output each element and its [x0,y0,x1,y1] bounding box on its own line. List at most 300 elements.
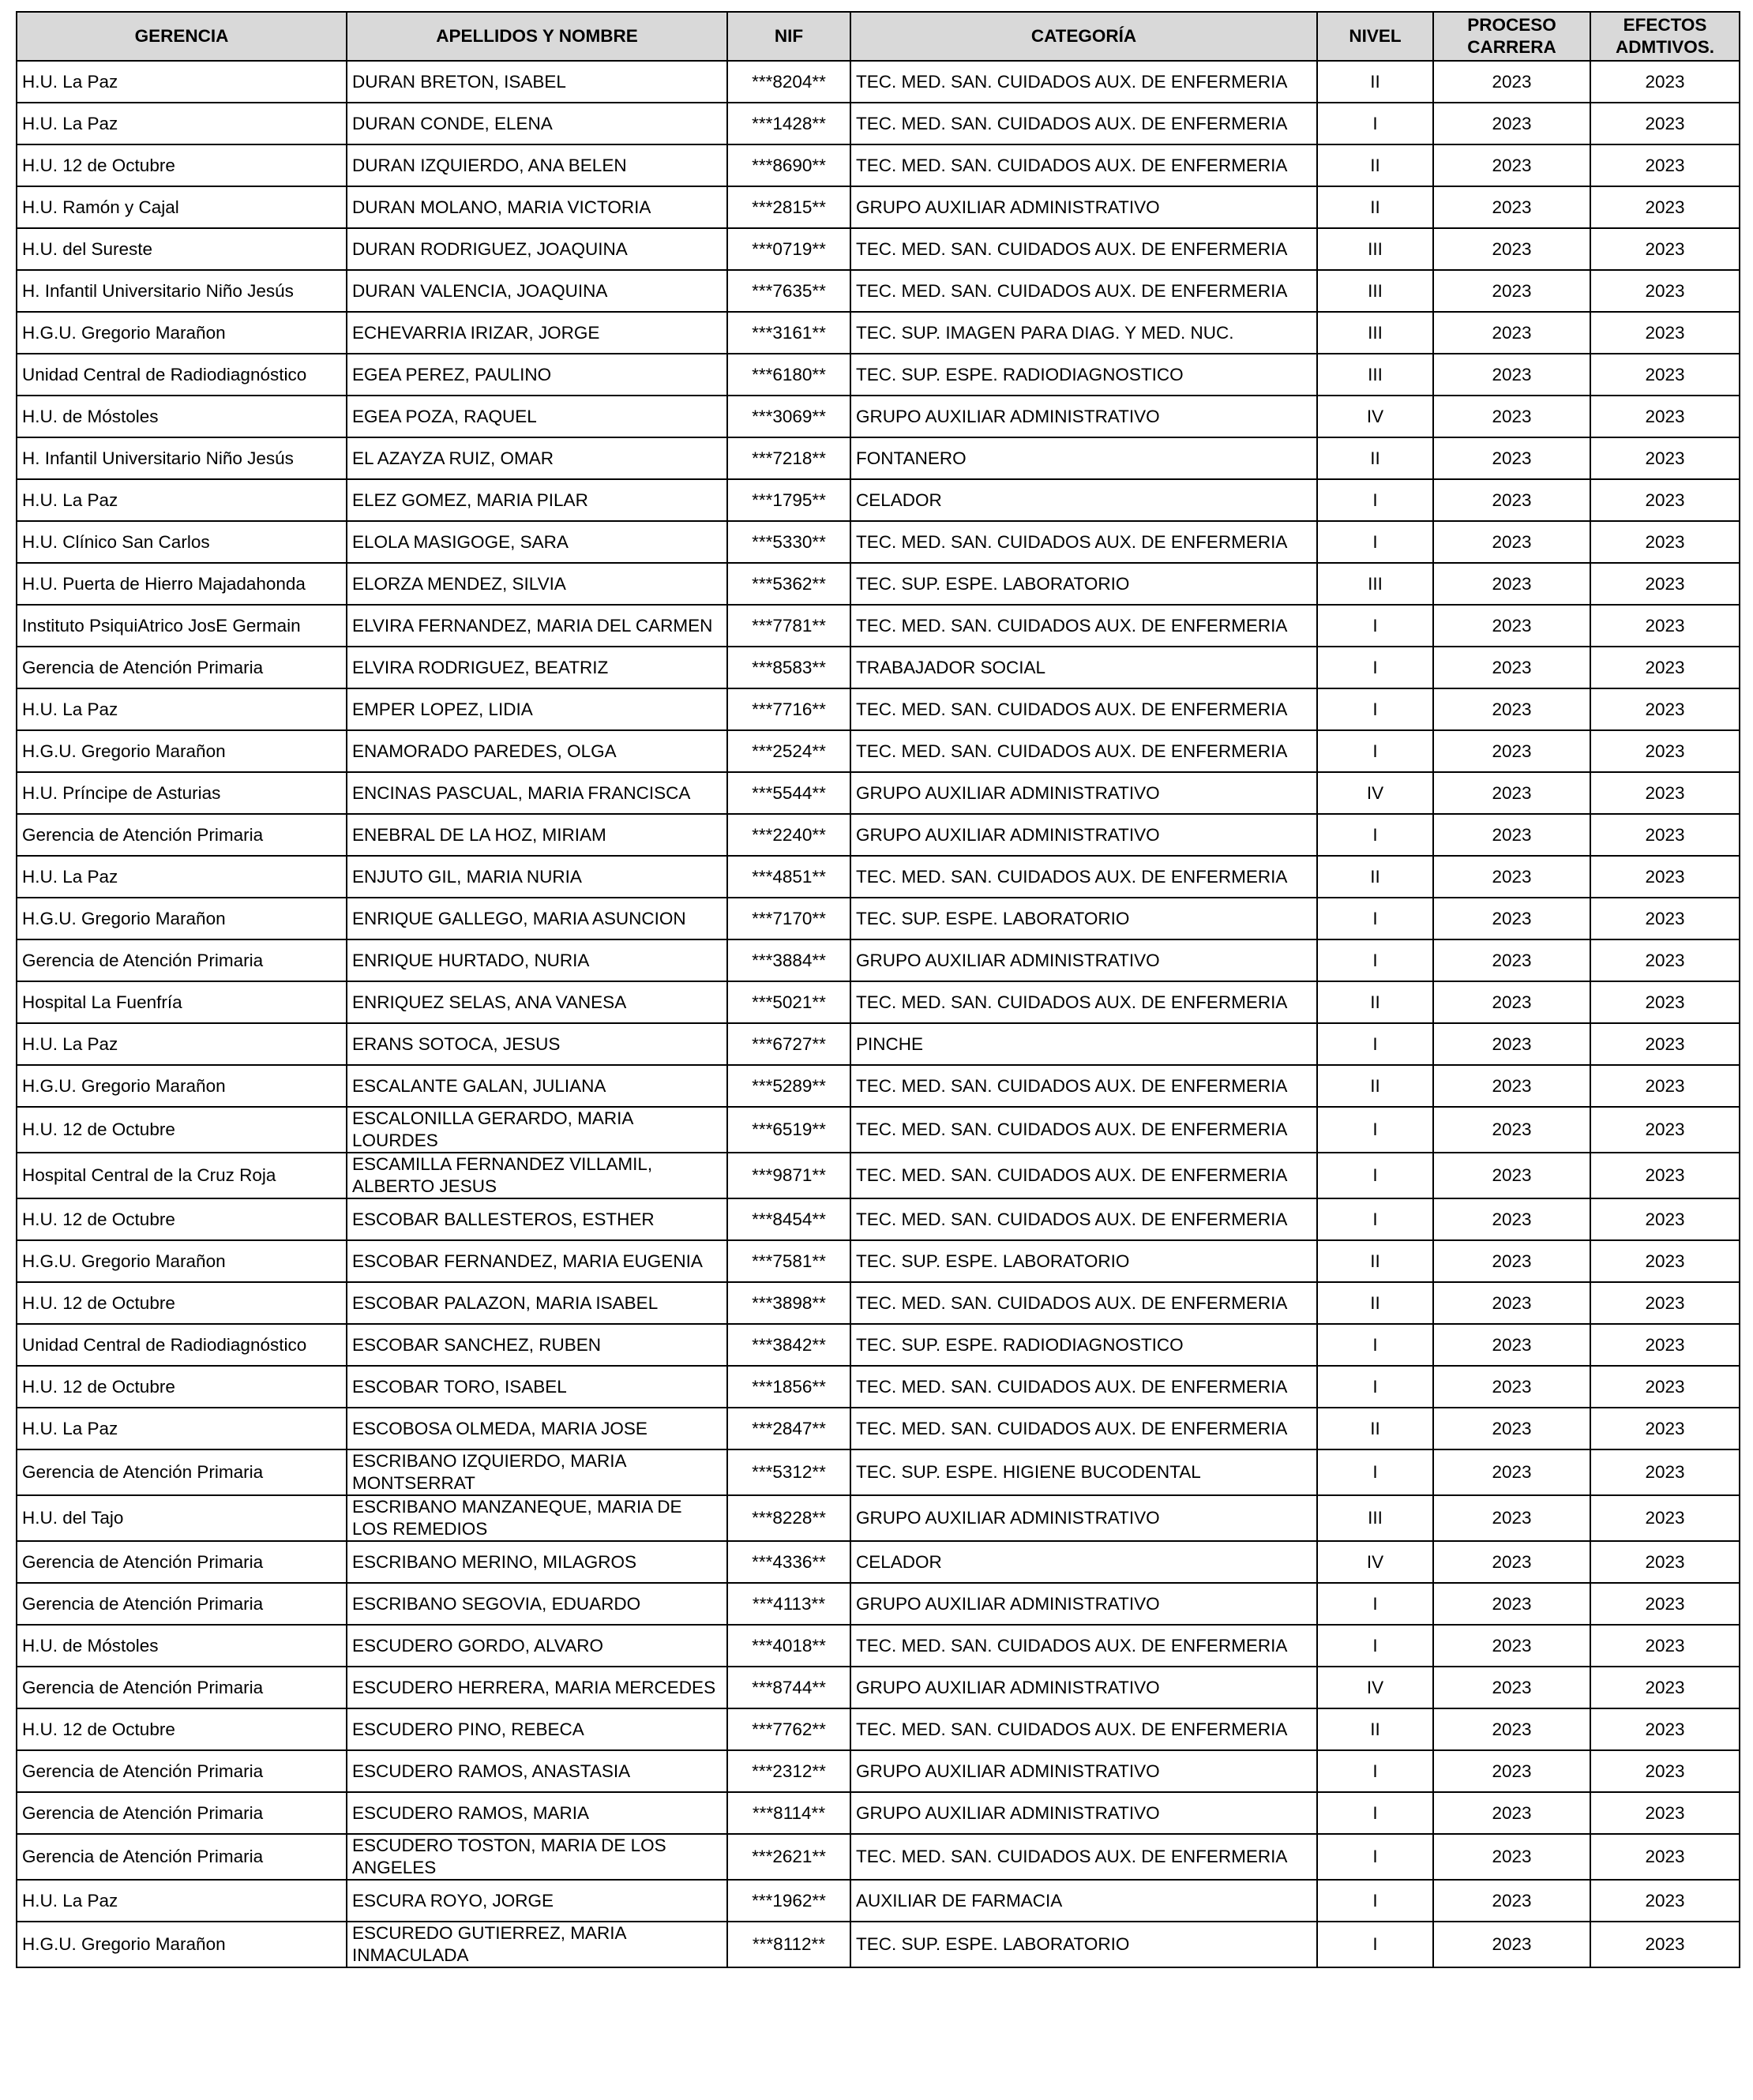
nombre-cell: EMPER LOPEZ, LIDIA [347,688,727,730]
proceso-carrera-cell: 2023 [1433,605,1590,647]
nombre-cell: ELORZA MENDEZ, SILVIA [347,563,727,605]
nivel-cell: II [1317,981,1433,1023]
nombre-cell: ESCUDERO GORDO, ALVARO [347,1625,727,1667]
gerencia-cell: Gerencia de Atención Primaria [17,1541,347,1583]
nif-cell: ***8454** [727,1198,850,1240]
nif-cell: ***7781** [727,605,850,647]
gerencia-cell: H.U. La Paz [17,61,347,103]
gerencia-cell: H.U. del Tajo [17,1495,347,1541]
efectos-admtivos-cell: 2023 [1590,1541,1740,1583]
nombre-cell: ESCOBAR TORO, ISABEL [347,1366,727,1408]
proceso-carrera-cell: 2023 [1433,1198,1590,1240]
nivel-cell: I [1317,1792,1433,1834]
nivel-cell: III [1317,312,1433,354]
categoria-cell: TEC. SUP. ESPE. LABORATORIO [850,1240,1317,1282]
header-proceso-carrera: PROCESO CARRERA [1433,12,1590,61]
nif-cell: ***3069** [727,396,850,437]
nombre-cell: EL AZAYZA RUIZ, OMAR [347,437,727,479]
efectos-admtivos-cell: 2023 [1590,1834,1740,1880]
nif-cell: ***1795** [727,479,850,521]
table-row [17,437,1740,479]
nif-cell: ***4851** [727,856,850,898]
header-nif: NIF [727,12,850,61]
nombre-cell: ENAMORADO PAREDES, OLGA [347,730,727,772]
table-row [17,1198,1740,1240]
efectos-admtivos-cell: 2023 [1590,228,1740,270]
nif-cell: ***2815** [727,186,850,228]
table-row [17,521,1740,563]
nombre-cell: ELVIRA RODRIGUEZ, BEATRIZ [347,647,727,688]
nivel-cell: II [1317,437,1433,479]
table-row [17,312,1740,354]
categoria-cell: GRUPO AUXILIAR ADMINISTRATIVO [850,186,1317,228]
nif-cell: ***7581** [727,1240,850,1282]
efectos-admtivos-cell: 2023 [1590,103,1740,144]
nivel-cell: I [1317,1324,1433,1366]
proceso-carrera-cell: 2023 [1433,1625,1590,1667]
nif-cell: ***8112** [727,1922,850,1967]
proceso-carrera-cell: 2023 [1433,1366,1590,1408]
categoria-cell: TEC. MED. SAN. CUIDADOS AUX. DE ENFERMERIA [850,688,1317,730]
efectos-admtivos-cell: 2023 [1590,1198,1740,1240]
proceso-carrera-cell: 2023 [1433,228,1590,270]
categoria-cell: CELADOR [850,479,1317,521]
efectos-admtivos-cell: 2023 [1590,1153,1740,1198]
efectos-admtivos-cell: 2023 [1590,898,1740,939]
proceso-carrera-cell: 2023 [1433,898,1590,939]
nivel-cell: II [1317,1240,1433,1282]
categoria-cell: TEC. MED. SAN. CUIDADOS AUX. DE ENFERMERIA [850,1708,1317,1750]
proceso-carrera-cell: 2023 [1433,730,1590,772]
gerencia-cell: H.U. Clínico San Carlos [17,521,347,563]
categoria-cell: TEC. MED. SAN. CUIDADOS AUX. DE ENFERMERIA [850,1834,1317,1880]
nivel-cell: I [1317,898,1433,939]
categoria-cell: TEC. SUP. ESPE. RADIODIAGNOSTICO [850,354,1317,396]
header-gerencia: GERENCIA [17,12,347,61]
nivel-cell: I [1317,939,1433,981]
table-row [17,1625,1740,1667]
efectos-admtivos-cell: 2023 [1590,354,1740,396]
nivel-cell: II [1317,856,1433,898]
proceso-carrera-cell: 2023 [1433,1023,1590,1065]
categoria-cell: TEC. MED. SAN. CUIDADOS AUX. DE ENFERMERIA [850,1065,1317,1107]
nif-cell: ***6727** [727,1023,850,1065]
efectos-admtivos-cell: 2023 [1590,688,1740,730]
nif-cell: ***2621** [727,1834,850,1880]
gerencia-cell: H.U. del Sureste [17,228,347,270]
nif-cell: ***3161** [727,312,850,354]
nombre-cell: ESCRIBANO SEGOVIA, EDUARDO [347,1583,727,1625]
efectos-admtivos-cell: 2023 [1590,144,1740,186]
efectos-admtivos-cell: 2023 [1590,1366,1740,1408]
gerencia-cell: H. Infantil Universitario Niño Jesús [17,270,347,312]
header-efectos-admtivos: EFECTOS ADMTIVOS. [1590,12,1740,61]
efectos-admtivos-cell: 2023 [1590,1667,1740,1708]
categoria-cell: TEC. MED. SAN. CUIDADOS AUX. DE ENFERMERIA [850,1625,1317,1667]
gerencia-cell: H.U. 12 de Octubre [17,1198,347,1240]
gerencia-cell: H.U. Ramón y Cajal [17,186,347,228]
nif-cell: ***7716** [727,688,850,730]
categoria-cell: GRUPO AUXILIAR ADMINISTRATIVO [850,1667,1317,1708]
nif-cell: ***9871** [727,1153,850,1198]
nombre-cell: ESCOBAR FERNANDEZ, MARIA EUGENIA [347,1240,727,1282]
categoria-cell: TEC. MED. SAN. CUIDADOS AUX. DE ENFERMERIA [850,856,1317,898]
nombre-cell: ESCUDERO TOSTON, MARIA DE LOS ANGELES [347,1834,727,1880]
categoria-cell: GRUPO AUXILIAR ADMINISTRATIVO [850,1495,1317,1541]
table-row [17,270,1740,312]
table-row [17,1583,1740,1625]
table-row [17,605,1740,647]
efectos-admtivos-cell: 2023 [1590,1107,1740,1153]
nivel-cell: I [1317,1880,1433,1922]
proceso-carrera-cell: 2023 [1433,1324,1590,1366]
proceso-carrera-cell: 2023 [1433,1240,1590,1282]
nombre-cell: DURAN VALENCIA, JOAQUINA [347,270,727,312]
nif-cell: ***5312** [727,1449,850,1495]
table-row [17,1240,1740,1282]
efectos-admtivos-cell: 2023 [1590,61,1740,103]
proceso-carrera-cell: 2023 [1433,939,1590,981]
table-row [17,1667,1740,1708]
categoria-cell: GRUPO AUXILIAR ADMINISTRATIVO [850,1792,1317,1834]
gerencia-cell: H.U. La Paz [17,1023,347,1065]
gerencia-cell: Unidad Central de Radiodiagnóstico [17,354,347,396]
table-row [17,814,1740,856]
nivel-cell: I [1317,1583,1433,1625]
gerencia-cell: Unidad Central de Radiodiagnóstico [17,1324,347,1366]
nivel-cell: I [1317,521,1433,563]
gerencia-cell: H.U. La Paz [17,856,347,898]
proceso-carrera-cell: 2023 [1433,856,1590,898]
table-row [17,1366,1740,1408]
gerencia-cell: H.U. 12 de Octubre [17,1366,347,1408]
categoria-cell: TRABAJADOR SOCIAL [850,647,1317,688]
table-row [17,1495,1740,1541]
categoria-cell: TEC. MED. SAN. CUIDADOS AUX. DE ENFERMERIA [850,1107,1317,1153]
header-row [17,12,1740,61]
nombre-cell: ESCALANTE GALAN, JULIANA [347,1065,727,1107]
efectos-admtivos-cell: 2023 [1590,814,1740,856]
table-row [17,688,1740,730]
table-row [17,1708,1740,1750]
nivel-cell: IV [1317,1667,1433,1708]
nombre-cell: ERANS SOTOCA, JESUS [347,1023,727,1065]
nombre-cell: ENEBRAL DE LA HOZ, MIRIAM [347,814,727,856]
proceso-carrera-cell: 2023 [1433,1408,1590,1449]
nif-cell: ***1856** [727,1366,850,1408]
efectos-admtivos-cell: 2023 [1590,1449,1740,1495]
gerencia-cell: H.U. La Paz [17,1880,347,1922]
proceso-carrera-cell: 2023 [1433,1922,1590,1967]
gerencia-cell: H.U. Puerta de Hierro Majadahonda [17,563,347,605]
nombre-cell: EGEA POZA, RAQUEL [347,396,727,437]
nivel-cell: I [1317,1625,1433,1667]
nombre-cell: ESCRIBANO MERINO, MILAGROS [347,1541,727,1583]
nivel-cell: I [1317,1750,1433,1792]
gerencia-cell: H.U. 12 de Octubre [17,144,347,186]
categoria-cell: GRUPO AUXILIAR ADMINISTRATIVO [850,814,1317,856]
nif-cell: ***7635** [727,270,850,312]
nif-cell: ***2312** [727,1750,850,1792]
nivel-cell: III [1317,1495,1433,1541]
nivel-cell: III [1317,270,1433,312]
efectos-admtivos-cell: 2023 [1590,270,1740,312]
efectos-admtivos-cell: 2023 [1590,1922,1740,1967]
categoria-cell: AUXILIAR DE FARMACIA [850,1880,1317,1922]
nombre-cell: DURAN MOLANO, MARIA VICTORIA [347,186,727,228]
nif-cell: ***7762** [727,1708,850,1750]
proceso-carrera-cell: 2023 [1433,521,1590,563]
efectos-admtivos-cell: 2023 [1590,312,1740,354]
efectos-admtivos-cell: 2023 [1590,186,1740,228]
nivel-cell: I [1317,605,1433,647]
table-row [17,647,1740,688]
nivel-cell: II [1317,1282,1433,1324]
nif-cell: ***2524** [727,730,850,772]
categoria-cell: GRUPO AUXILIAR ADMINISTRATIVO [850,396,1317,437]
nombre-cell: DURAN RODRIGUEZ, JOAQUINA [347,228,727,270]
table-row [17,1880,1740,1922]
efectos-admtivos-cell: 2023 [1590,1708,1740,1750]
nombre-cell: DURAN BRETON, ISABEL [347,61,727,103]
gerencia-cell: Gerencia de Atención Primaria [17,1834,347,1880]
nombre-cell: ECHEVARRIA IRIZAR, JORGE [347,312,727,354]
table-row [17,479,1740,521]
table-row [17,1922,1740,1967]
table-row [17,186,1740,228]
nif-cell: ***3898** [727,1282,850,1324]
gerencia-cell: Gerencia de Atención Primaria [17,1583,347,1625]
proceso-carrera-cell: 2023 [1433,270,1590,312]
gerencia-cell: Gerencia de Atención Primaria [17,1750,347,1792]
categoria-cell: TEC. MED. SAN. CUIDADOS AUX. DE ENFERMERIA [850,1153,1317,1198]
gerencia-cell: H.U. La Paz [17,479,347,521]
gerencia-cell: Gerencia de Atención Primaria [17,1667,347,1708]
header-categoria: CATEGORÍA [850,12,1317,61]
table-row [17,1065,1740,1107]
efectos-admtivos-cell: 2023 [1590,772,1740,814]
nombre-cell: ESCOBAR SANCHEZ, RUBEN [347,1324,727,1366]
nif-cell: ***8204** [727,61,850,103]
nombre-cell: ENRIQUE HURTADO, NURIA [347,939,727,981]
header-nombre: APELLIDOS Y NOMBRE [347,12,727,61]
proceso-carrera-cell: 2023 [1433,647,1590,688]
efectos-admtivos-cell: 2023 [1590,647,1740,688]
nivel-cell: II [1317,186,1433,228]
efectos-admtivos-cell: 2023 [1590,521,1740,563]
nombre-cell: ESCUREDO GUTIERREZ, MARIA INMACULADA [347,1922,727,1967]
nombre-cell: EGEA PEREZ, PAULINO [347,354,727,396]
categoria-cell: TEC. SUP. ESPE. RADIODIAGNOSTICO [850,1324,1317,1366]
nombre-cell: ENRIQUEZ SELAS, ANA VANESA [347,981,727,1023]
efectos-admtivos-cell: 2023 [1590,1065,1740,1107]
efectos-admtivos-cell: 2023 [1590,1240,1740,1282]
gerencia-cell: H.U. 12 de Octubre [17,1708,347,1750]
table-row [17,1449,1740,1495]
nif-cell: ***5330** [727,521,850,563]
proceso-carrera-cell: 2023 [1433,1107,1590,1153]
table-row [17,354,1740,396]
nombre-cell: ESCRIBANO MANZANEQUE, MARIA DE LOS REMEDIOS [347,1495,727,1541]
nombre-cell: ESCAMILLA FERNANDEZ VILLAMIL, ALBERTO JESUS [347,1153,727,1198]
gerencia-cell: Instituto PsiquiAtrico JosE Germain [17,605,347,647]
nivel-cell: III [1317,563,1433,605]
categoria-cell: TEC. MED. SAN. CUIDADOS AUX. DE ENFERMERIA [850,61,1317,103]
nivel-cell: I [1317,1834,1433,1880]
gerencia-cell: H.G.U. Gregorio Marañon [17,898,347,939]
categoria-cell: TEC. MED. SAN. CUIDADOS AUX. DE ENFERMERIA [850,521,1317,563]
efectos-admtivos-cell: 2023 [1590,939,1740,981]
gerencia-cell: H.U. 12 de Octubre [17,1107,347,1153]
table-row [17,563,1740,605]
table-row [17,1541,1740,1583]
categoria-cell: TEC. SUP. ESPE. LABORATORIO [850,898,1317,939]
table-row [17,1023,1740,1065]
proceso-carrera-cell: 2023 [1433,479,1590,521]
table-row [17,1750,1740,1792]
nombre-cell: ESCALONILLA GERARDO, MARIA LOURDES [347,1107,727,1153]
nivel-cell: I [1317,1153,1433,1198]
nif-cell: ***8690** [727,144,850,186]
proceso-carrera-cell: 2023 [1433,1792,1590,1834]
nombre-cell: ESCRIBANO IZQUIERDO, MARIA MONTSERRAT [347,1449,727,1495]
categoria-cell: GRUPO AUXILIAR ADMINISTRATIVO [850,939,1317,981]
nivel-cell: IV [1317,1541,1433,1583]
table-row [17,856,1740,898]
proceso-carrera-cell: 2023 [1433,1541,1590,1583]
gerencia-cell: H.G.U. Gregorio Marañon [17,1922,347,1967]
gerencia-cell: H.G.U. Gregorio Marañon [17,312,347,354]
nivel-cell: I [1317,1922,1433,1967]
table-row [17,1324,1740,1366]
nif-cell: ***7218** [727,437,850,479]
nivel-cell: II [1317,61,1433,103]
nombre-cell: ESCURA ROYO, JORGE [347,1880,727,1922]
nivel-cell: I [1317,647,1433,688]
table-row [17,144,1740,186]
categoria-cell: TEC. MED. SAN. CUIDADOS AUX. DE ENFERMERIA [850,1198,1317,1240]
nif-cell: ***6180** [727,354,850,396]
gerencia-cell: Gerencia de Atención Primaria [17,939,347,981]
gerencia-cell: H. Infantil Universitario Niño Jesús [17,437,347,479]
nivel-cell: I [1317,103,1433,144]
nif-cell: ***8583** [727,647,850,688]
gerencia-cell: H.G.U. Gregorio Marañon [17,1065,347,1107]
proceso-carrera-cell: 2023 [1433,437,1590,479]
efectos-admtivos-cell: 2023 [1590,479,1740,521]
nivel-cell: I [1317,1366,1433,1408]
nivel-cell: I [1317,1198,1433,1240]
efectos-admtivos-cell: 2023 [1590,563,1740,605]
efectos-admtivos-cell: 2023 [1590,1324,1740,1366]
proceso-carrera-cell: 2023 [1433,563,1590,605]
header-nivel: NIVEL [1317,12,1433,61]
categoria-cell: TEC. SUP. ESPE. HIGIENE BUCODENTAL [850,1449,1317,1495]
proceso-carrera-cell: 2023 [1433,1583,1590,1625]
proceso-carrera-cell: 2023 [1433,186,1590,228]
categoria-cell: TEC. MED. SAN. CUIDADOS AUX. DE ENFERMERIA [850,1366,1317,1408]
nivel-cell: III [1317,228,1433,270]
nivel-cell: I [1317,1449,1433,1495]
table-row [17,103,1740,144]
categoria-cell: TEC. SUP. ESPE. LABORATORIO [850,1922,1317,1967]
proceso-carrera-cell: 2023 [1433,688,1590,730]
nivel-cell: I [1317,814,1433,856]
nif-cell: ***8114** [727,1792,850,1834]
table-row [17,396,1740,437]
nombre-cell: ESCOBAR PALAZON, MARIA ISABEL [347,1282,727,1324]
nombre-cell: ESCUDERO PINO, REBECA [347,1708,727,1750]
gerencia-cell: H.U. La Paz [17,688,347,730]
nif-cell: ***3842** [727,1324,850,1366]
gerencia-cell: H.U. Príncipe de Asturias [17,772,347,814]
nivel-cell: I [1317,1107,1433,1153]
proceso-carrera-cell: 2023 [1433,1153,1590,1198]
gerencia-cell: H.U. La Paz [17,1408,347,1449]
nivel-cell: III [1317,354,1433,396]
table-row [17,1834,1740,1880]
efectos-admtivos-cell: 2023 [1590,1408,1740,1449]
categoria-cell: CELADOR [850,1541,1317,1583]
nif-cell: ***4336** [727,1541,850,1583]
nivel-cell: II [1317,1708,1433,1750]
nivel-cell: I [1317,730,1433,772]
nif-cell: ***8228** [727,1495,850,1541]
categoria-cell: TEC. MED. SAN. CUIDADOS AUX. DE ENFERMERIA [850,228,1317,270]
proceso-carrera-cell: 2023 [1433,396,1590,437]
efectos-admtivos-cell: 2023 [1590,1282,1740,1324]
nif-cell: ***5544** [727,772,850,814]
nombre-cell: ELEZ GOMEZ, MARIA PILAR [347,479,727,521]
proceso-carrera-cell: 2023 [1433,1708,1590,1750]
nombre-cell: ENJUTO GIL, MARIA NURIA [347,856,727,898]
gerencia-cell: Hospital Central de la Cruz Roja [17,1153,347,1198]
categoria-cell: PINCHE [850,1023,1317,1065]
efectos-admtivos-cell: 2023 [1590,730,1740,772]
table-row [17,1153,1740,1198]
table-row [17,730,1740,772]
nivel-cell: IV [1317,772,1433,814]
proceso-carrera-cell: 2023 [1433,814,1590,856]
nivel-cell: I [1317,688,1433,730]
nif-cell: ***3884** [727,939,850,981]
gerencia-cell: H.U. La Paz [17,103,347,144]
gerencia-cell: Gerencia de Atención Primaria [17,1449,347,1495]
nombre-cell: DURAN CONDE, ELENA [347,103,727,144]
proceso-carrera-cell: 2023 [1433,772,1590,814]
efectos-admtivos-cell: 2023 [1590,1625,1740,1667]
nombre-cell: ENRIQUE GALLEGO, MARIA ASUNCION [347,898,727,939]
nombre-cell: ESCUDERO RAMOS, ANASTASIA [347,1750,727,1792]
gerencia-cell: H.U. 12 de Octubre [17,1282,347,1324]
efectos-admtivos-cell: 2023 [1590,856,1740,898]
table-row [17,1792,1740,1834]
categoria-cell: GRUPO AUXILIAR ADMINISTRATIVO [850,1750,1317,1792]
efectos-admtivos-cell: 2023 [1590,605,1740,647]
nivel-cell: II [1317,1065,1433,1107]
nombre-cell: ESCOBOSA OLMEDA, MARIA JOSE [347,1408,727,1449]
proceso-carrera-cell: 2023 [1433,1495,1590,1541]
efectos-admtivos-cell: 2023 [1590,1583,1740,1625]
proceso-carrera-cell: 2023 [1433,61,1590,103]
nif-cell: ***2847** [727,1408,850,1449]
table-row [17,61,1740,103]
categoria-cell: TEC. MED. SAN. CUIDADOS AUX. DE ENFERMERIA [850,144,1317,186]
table-row [17,228,1740,270]
efectos-admtivos-cell: 2023 [1590,1023,1740,1065]
table-row [17,898,1740,939]
nif-cell: ***2240** [727,814,850,856]
